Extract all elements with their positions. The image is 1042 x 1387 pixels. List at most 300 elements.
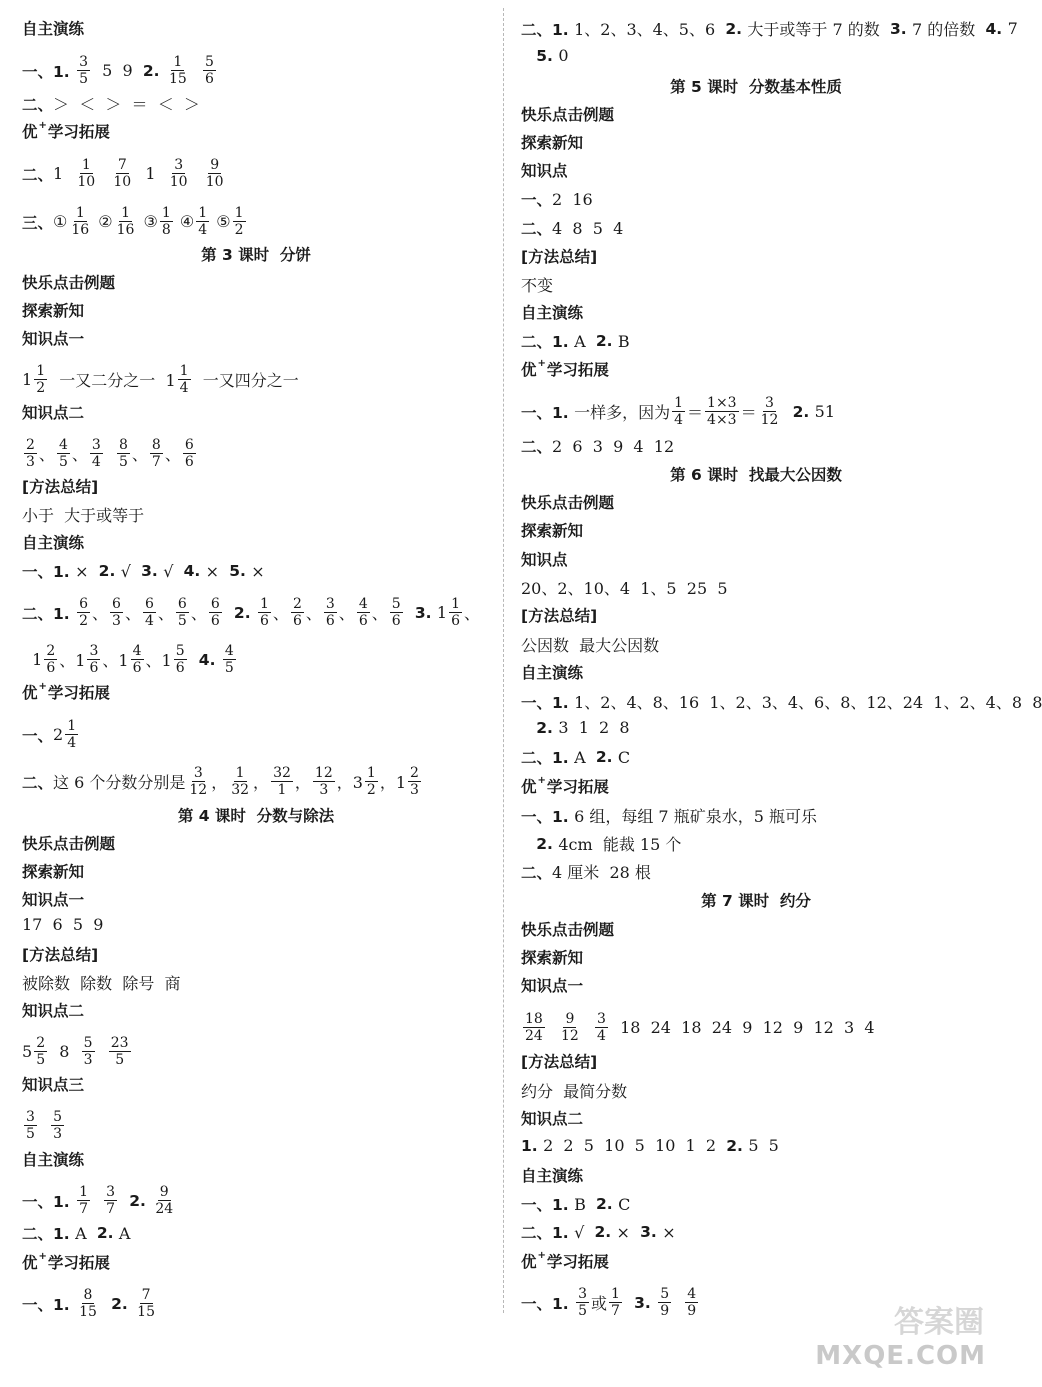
- answer-text: [521, 718, 536, 737]
- answer-text: 小于 大于或等于: [22, 506, 145, 525]
- answer-line: [521, 918, 614, 940]
- fraction-denominator: 4: [597, 1028, 606, 1044]
- fraction: [685, 1287, 698, 1318]
- fraction: [111, 158, 133, 189]
- answer-text: 自主演练: [22, 20, 85, 38]
- answer-text: 优: [22, 684, 38, 702]
- answer-text: A: [574, 747, 596, 767]
- fraction: [365, 766, 378, 797]
- fraction-denominator: 6: [184, 454, 194, 470]
- fraction: [408, 766, 421, 797]
- fraction: [160, 206, 173, 237]
- answer-line: [22, 327, 84, 349]
- fraction-denominator: 6: [260, 613, 269, 629]
- answer-line: [521, 804, 817, 827]
- fraction: [167, 55, 189, 86]
- item-number: 二、1.: [521, 333, 575, 351]
- answer-text: [192, 164, 202, 183]
- fraction-denominator: 5: [26, 1126, 35, 1142]
- answer-text: 1、2、4、8、16 1、2、3、4、6、8、12、24 1、2、4、8 8: [574, 693, 1042, 712]
- fraction: [204, 158, 226, 189]
- fraction: [258, 597, 271, 628]
- fraction: [229, 766, 251, 797]
- answer-line: [22, 1036, 133, 1067]
- fraction-denominator: 5: [115, 1052, 125, 1068]
- answer-line: [22, 120, 110, 142]
- answer-text: 被除数 除数 除号 商: [22, 974, 181, 993]
- fraction-denominator: 4: [198, 222, 208, 238]
- answer-line: [521, 1050, 597, 1072]
- answer-line: [22, 597, 480, 628]
- answer-line: [22, 1222, 130, 1244]
- answer-text: ④: [174, 212, 195, 231]
- answer-line: [22, 475, 98, 497]
- answer-line: [521, 775, 609, 797]
- answer-line: [22, 1288, 159, 1319]
- fraction-denominator: 6: [46, 660, 56, 676]
- answer-text: 、: [371, 604, 388, 623]
- fraction-numerator: 1: [179, 363, 189, 379]
- answer-text: ×: [75, 561, 99, 581]
- fraction-denominator: 24: [155, 1201, 174, 1217]
- fraction-denominator: 4: [674, 412, 684, 428]
- answer-line: [521, 103, 614, 125]
- answer-line: [22, 503, 144, 526]
- answer-text: 4cm 能裁 15 个: [558, 835, 682, 854]
- item-number: 2.: [129, 1191, 152, 1210]
- answer-text: 2 16: [552, 189, 593, 209]
- answer-text: ，: [211, 773, 228, 792]
- answer-line: [521, 75, 991, 97]
- fraction-denominator: 2: [36, 380, 46, 396]
- answer-line: [22, 560, 265, 582]
- answer-text: [782, 402, 792, 421]
- fraction-denominator: 5: [58, 454, 68, 470]
- fraction: [291, 597, 304, 628]
- answer-text: 学习拓展: [47, 684, 110, 702]
- fraction-numerator: 1: [674, 395, 684, 411]
- fraction-denominator: 6: [292, 613, 302, 629]
- answer-line: [22, 206, 248, 237]
- item-number: 二、: [22, 773, 54, 792]
- fraction-numerator: 3: [578, 1286, 587, 1302]
- fraction: [44, 644, 57, 675]
- fraction-denominator: 5: [224, 660, 234, 676]
- answer-text: 知识点一: [521, 977, 584, 995]
- fraction-numerator: 3: [89, 643, 99, 659]
- answer-line: [22, 17, 84, 39]
- answer-text: A: [574, 331, 596, 351]
- answer-line: [521, 690, 1042, 713]
- answer-text: [方法总结]: [22, 946, 99, 964]
- answer-line: [521, 159, 568, 181]
- answer-text: 快乐点击例题: [521, 921, 615, 939]
- answer-text: 知识点: [521, 162, 568, 180]
- item-number: 2.: [536, 718, 559, 737]
- item-number: 1.: [521, 1136, 544, 1155]
- fraction: [75, 158, 97, 189]
- fraction-denominator: 3: [319, 782, 329, 798]
- fraction: [313, 766, 335, 797]
- fraction-numerator: 8: [83, 1287, 93, 1303]
- superscript-plus: +: [38, 1250, 47, 1262]
- answer-text: 7: [1007, 19, 1018, 38]
- fraction-numerator: 5: [175, 643, 185, 659]
- fraction-denominator: 16: [71, 222, 90, 238]
- fraction-numerator: 1: [366, 765, 376, 781]
- answer-text: 探索新知: [521, 134, 584, 152]
- fraction-denominator: 6: [325, 613, 335, 629]
- fraction: [115, 206, 137, 237]
- fraction-denominator: 5: [79, 71, 88, 87]
- fraction: [143, 597, 156, 628]
- answer-text: 5 9: [92, 61, 143, 80]
- item-number: 2.: [233, 603, 256, 622]
- answer-line: [521, 718, 630, 737]
- answer-text: 或: [591, 1294, 608, 1313]
- fraction-denominator: 9: [660, 1303, 670, 1319]
- answer-text: 自主演练: [521, 664, 584, 682]
- fraction-numerator: 1: [36, 363, 46, 379]
- answer-line: [22, 832, 115, 854]
- fraction-numerator: 3: [91, 437, 101, 453]
- fraction-denominator: 12: [760, 412, 779, 428]
- fraction: [57, 438, 70, 469]
- answer-text: 学习拓展: [47, 1254, 110, 1272]
- answer-text: 1: [135, 164, 166, 183]
- fraction-numerator: 1: [79, 1184, 88, 1200]
- answer-text: [405, 603, 415, 622]
- fraction-denominator: 5: [177, 613, 187, 629]
- fraction: [209, 597, 222, 628]
- answer-text: 5 5: [748, 1136, 779, 1155]
- answer-line: [521, 273, 553, 296]
- fraction-numerator: 7: [141, 1287, 151, 1303]
- answer-text: √: [163, 561, 184, 581]
- fraction: [117, 438, 130, 469]
- answer-line: [22, 92, 200, 115]
- answer-text: ＝: [740, 403, 757, 422]
- answer-text: 2 6 3 9 4 12: [552, 436, 675, 456]
- answer-text: 探索新知: [521, 949, 584, 967]
- answer-text: ×: [662, 1222, 676, 1242]
- item-number: 二、1.: [521, 749, 575, 767]
- answer-text: ，1: [379, 773, 407, 792]
- answer-text: 、: [338, 604, 355, 623]
- answer-line: [521, 519, 583, 541]
- answer-line: [22, 860, 84, 882]
- answer-text: 第 3 课时 分饼: [201, 246, 311, 264]
- answer-text: 6 组，每组 7 瓶矿泉水，5 瓶可乐: [574, 807, 817, 826]
- answer-text: 、1: [145, 651, 172, 670]
- fraction-numerator: 1: [75, 205, 85, 221]
- item-number: 二、1.: [521, 20, 575, 39]
- answer-text: 3 1 2 8: [558, 718, 630, 737]
- answer-text: √: [120, 561, 142, 581]
- answer-text: ，: [294, 773, 311, 792]
- item-number: 2.: [726, 1136, 749, 1155]
- fraction: [705, 396, 739, 427]
- item-number: 2.: [536, 834, 559, 853]
- fraction-denominator: 6: [358, 613, 368, 629]
- fraction: [69, 206, 91, 237]
- fraction-numerator: 1: [121, 205, 130, 221]
- answer-text: 、: [124, 604, 141, 623]
- answer-line: [22, 1110, 66, 1141]
- answer-text: 1: [53, 164, 74, 183]
- fraction-denominator: 5: [36, 1052, 46, 1068]
- answer-text: 51: [814, 402, 836, 421]
- fraction-denominator: 3: [410, 782, 419, 798]
- answer-text: 7 的倍数: [912, 20, 986, 39]
- fraction-numerator: 3: [174, 157, 184, 173]
- answer-line: [22, 158, 228, 189]
- fraction-numerator: 3: [597, 1011, 606, 1027]
- answer-text: 学习拓展: [546, 1253, 609, 1271]
- answer-line: [22, 364, 299, 395]
- fraction: [77, 1185, 90, 1216]
- fraction-denominator: 2: [366, 782, 376, 798]
- fraction: [24, 438, 37, 469]
- answer-text: 1、2、3、4、5、6: [574, 20, 726, 39]
- fraction-denominator: 15: [137, 1304, 155, 1320]
- answer-line: [22, 804, 490, 826]
- answer-text: [583, 1018, 593, 1037]
- answer-text: 第 5 课时 分数基本性质: [670, 78, 842, 96]
- fraction-denominator: 6: [175, 660, 185, 676]
- answer-text: 第 4 课时 分数与除法: [177, 807, 335, 825]
- answer-text: C: [617, 747, 631, 767]
- fraction: [24, 1110, 37, 1141]
- fraction-numerator: 4: [58, 437, 68, 453]
- item-number: 一、1.: [22, 1295, 76, 1314]
- answer-text: [99, 164, 109, 183]
- answer-line: [22, 766, 423, 797]
- answer-text: 、: [38, 445, 55, 464]
- fraction-numerator: 3: [193, 765, 203, 781]
- answer-text: ＝: [687, 403, 704, 422]
- fraction-numerator: 5: [83, 1035, 93, 1051]
- item-number: 一、1.: [521, 403, 575, 422]
- answer-text: 、: [464, 604, 481, 623]
- answer-line: [521, 1250, 609, 1272]
- fraction-denominator: 3: [112, 613, 121, 629]
- answer-text: 、: [272, 604, 289, 623]
- watermark-logo: 答案圈: [894, 1305, 984, 1340]
- answer-text: 5: [22, 1042, 33, 1061]
- item-number: 2.: [792, 402, 815, 421]
- answer-line: [521, 974, 583, 996]
- answer-text: 4 厘米 28 根: [552, 863, 651, 882]
- answer-line: [521, 396, 835, 427]
- answer-line: [22, 438, 198, 469]
- answer-text: 这 6 个分数分别是: [53, 773, 186, 792]
- fraction-numerator: 3: [325, 596, 335, 612]
- item-number: 一、: [22, 726, 54, 745]
- item-number: 2.: [96, 1224, 119, 1242]
- fraction-numerator: 4: [132, 643, 142, 659]
- answer-text: 自主演练: [521, 1167, 584, 1185]
- answer-text: 知识点: [521, 551, 568, 569]
- superscript-plus: +: [537, 774, 546, 786]
- fraction-denominator: 3: [83, 1052, 93, 1068]
- answer-text: 优: [22, 123, 38, 141]
- fraction-denominator: 6: [451, 613, 461, 629]
- answer-text: ①: [53, 212, 68, 231]
- answer-text: [101, 1294, 111, 1313]
- answer-line: [521, 1193, 630, 1215]
- fraction: [77, 1288, 99, 1319]
- fraction-denominator: 8: [161, 222, 171, 238]
- fraction-numerator: 1: [451, 596, 461, 612]
- item-number: 二、1.: [22, 604, 76, 623]
- answer-text: 学习拓展: [546, 778, 609, 796]
- answer-line: [22, 401, 84, 423]
- fraction: [34, 1036, 47, 1067]
- fraction-denominator: 1: [277, 782, 287, 798]
- fraction: [576, 1287, 589, 1318]
- answer-text: 知识点二: [22, 404, 85, 422]
- fraction-numerator: 1: [67, 718, 77, 734]
- answer-text: 自主演练: [22, 1151, 85, 1169]
- answer-line: [521, 301, 583, 323]
- fraction: [150, 438, 163, 469]
- item-number: 二、1.: [22, 1225, 76, 1243]
- fraction-numerator: 1: [161, 205, 171, 221]
- fraction: [77, 597, 90, 628]
- fraction-denominator: 3: [26, 454, 35, 470]
- fraction: [131, 644, 144, 675]
- answer-text: 1: [436, 603, 448, 622]
- answer-text: 自主演练: [22, 534, 85, 552]
- fraction-numerator: 3: [79, 54, 88, 70]
- fraction: [324, 597, 337, 628]
- answer-line: [22, 243, 490, 265]
- answer-text: 8: [49, 1042, 80, 1061]
- item-number: 5.: [229, 562, 252, 580]
- answer-line: [521, 1164, 583, 1186]
- fraction-numerator: 9: [159, 1184, 169, 1200]
- fraction: [183, 438, 196, 469]
- fraction-denominator: 6: [204, 71, 214, 87]
- fraction: [82, 1036, 95, 1067]
- fraction-denominator: 10: [169, 174, 188, 190]
- fraction: [51, 1110, 64, 1141]
- fraction-numerator: 1: [198, 205, 208, 221]
- answer-text: ，3: [336, 773, 363, 792]
- fraction-denominator: 2: [234, 222, 244, 238]
- answer-line: [521, 576, 728, 599]
- answer-text: 一又四分之一: [192, 371, 299, 390]
- answer-line: [521, 330, 630, 352]
- item-number: 一、1.: [521, 693, 575, 712]
- fraction-numerator: 1: [173, 54, 183, 70]
- answer-text: ③: [138, 212, 158, 231]
- item-number: 3.: [141, 562, 164, 580]
- fraction: [90, 438, 103, 469]
- item-number: 2.: [111, 1294, 134, 1313]
- answer-line: [521, 17, 1018, 40]
- fraction: [174, 644, 187, 675]
- item-number: 3.: [889, 19, 913, 38]
- fraction-numerator: 6: [210, 596, 220, 612]
- answer-text: 自主演练: [521, 304, 584, 322]
- answer-text: 第 7 课时 约分: [701, 892, 811, 910]
- fraction: [135, 1288, 157, 1319]
- fraction: [176, 597, 189, 628]
- fraction-denominator: 7: [151, 454, 161, 470]
- item-number: 2.: [725, 19, 748, 38]
- answer-text: 探索新知: [22, 863, 85, 881]
- fraction-denominator: 32: [231, 782, 250, 798]
- answer-text: 不变: [521, 276, 554, 295]
- fraction-numerator: 1: [235, 765, 245, 781]
- answer-text: 、1: [102, 651, 129, 670]
- fraction-denominator: 4: [179, 380, 189, 396]
- answer-text: A: [118, 1223, 131, 1243]
- answer-text: 公因数 最大公因数: [521, 636, 660, 655]
- fraction: [77, 55, 90, 86]
- fraction-numerator: 6: [184, 437, 194, 453]
- answer-text: C: [618, 1194, 631, 1214]
- fraction-denominator: 12: [189, 782, 208, 798]
- answer-text: 、1: [59, 651, 86, 670]
- answer-line: [521, 188, 593, 210]
- fraction-numerator: 4: [687, 1286, 697, 1302]
- answer-line: [521, 832, 681, 855]
- fraction-numerator: 1: [611, 1286, 620, 1302]
- fraction: [523, 1012, 545, 1043]
- answer-line: [521, 889, 991, 911]
- fraction: [595, 1012, 608, 1043]
- item-number: 二、: [521, 220, 553, 238]
- fraction-numerator: 3: [106, 1184, 116, 1200]
- fraction-numerator: 2: [292, 596, 302, 612]
- answer-line: [521, 1287, 700, 1318]
- answer-text: 一样多，因为: [574, 403, 671, 422]
- fraction-numerator: 6: [112, 596, 121, 612]
- column-divider: [503, 8, 504, 1313]
- answer-text: ×: [205, 561, 230, 581]
- item-number: 二、: [521, 438, 553, 456]
- answer-text: ＞ ＜ ＞ ＝ ＜ ＞: [53, 95, 200, 114]
- answer-text: [方法总结]: [521, 1053, 598, 1071]
- fraction-numerator: 5: [660, 1286, 670, 1302]
- fraction: [203, 55, 216, 86]
- answer-line: [22, 531, 84, 553]
- fraction: [196, 206, 209, 237]
- answer-text: 快乐点击例题: [22, 835, 116, 853]
- answer-text: 优: [521, 1253, 537, 1271]
- answer-text: 约分 最简分数: [521, 1082, 628, 1101]
- fraction-numerator: 2: [410, 765, 419, 781]
- fraction: [153, 1185, 175, 1216]
- item-number: 一、1.: [521, 1294, 575, 1313]
- answer-text: 快乐点击例题: [521, 494, 615, 512]
- answer-line: [521, 46, 569, 65]
- answer-line: [521, 1079, 627, 1102]
- fraction: [609, 1287, 622, 1318]
- item-number: 4.: [183, 562, 206, 580]
- answer-line: [521, 131, 583, 153]
- answer-text: [方法总结]: [521, 607, 598, 625]
- answer-line: [521, 435, 674, 457]
- answer-line: [22, 299, 84, 321]
- answer-text: B: [574, 1194, 597, 1214]
- answer-text: 2 2 5 10 5 10 1 2: [543, 1136, 727, 1155]
- answer-text: ×: [616, 1222, 641, 1242]
- fraction-numerator: 7: [117, 157, 127, 173]
